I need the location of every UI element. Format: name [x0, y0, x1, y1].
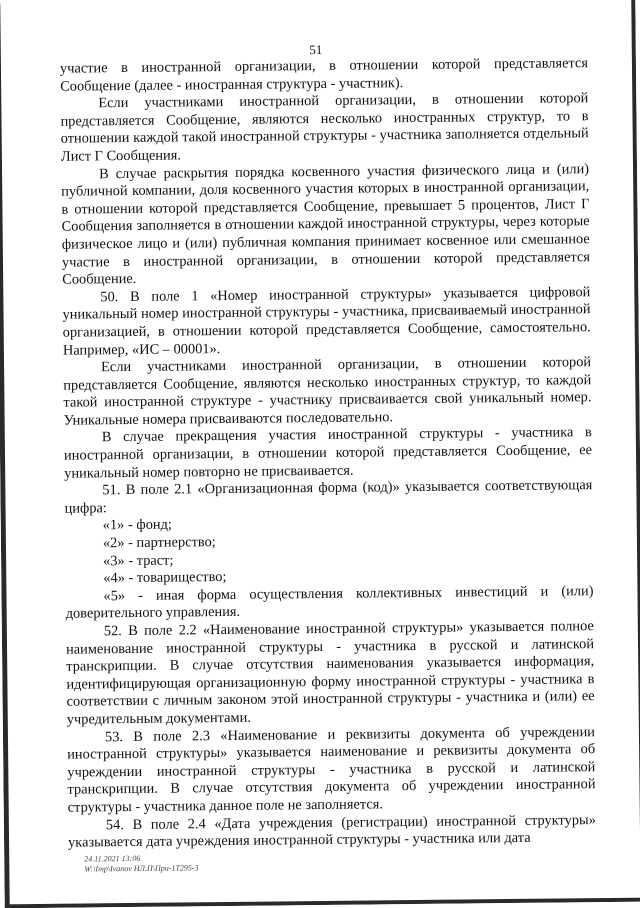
paragraph: 50. В поле 1 «Номер иностранной структуры» указывается цифровой уникальный номер иностранной структуры - участника, присваиваемый иностранной организацией, в отношении которой представляется Сообщение, самостоятельно. Например, «ИС – 00001».: [62, 283, 591, 359]
paragraph: 52. В поле 2.2 «Наименование иностранной структуры» указывается полное наименование иностранной структуры - участника в русской и латинской транскрипции. В случае отсутствия наименования указывается информация, идентифицирующая организационную форму иностранной структуры - участника в соответствии с личным законом этой иностранной структуры - участника и (или) ее учредительным документами.: [65, 618, 595, 728]
paragraph: Если участниками иностранной организации, в отношении которой представляется Сообщение, являются несколько иностранных структур, то в отношении каждой такой иностранной структуры - участника заполняется отдельный Лист Г Сообщения.: [60, 90, 589, 165]
scan-edge-right: [631, 0, 640, 902]
paragraph: 54. В поле 2.4 «Дата учреждения (регистрации) иностранной структуры» указывается дата учреждения иностранной структуры - участника или дата: [67, 811, 596, 851]
scan-edge-left: [0, 3, 10, 908]
page-number: 51: [309, 41, 323, 58]
paragraph: В случае прекращения участия иностранной структуры - участника в иностранной организации, в отношении которой представляется Сообщение, ее уникальный номер повторно не присваивается.: [63, 424, 593, 482]
paragraph: участие в иностранной организации, в отношении которой представляется Сообщение (далее - иностранная структура - участник).: [59, 55, 589, 95]
list-item: «5» - иная форма осуществления коллективных инвестиций и (или) доверительного управления.: [65, 582, 594, 623]
footer-path: W:\Imp\Ivanov НЛ.П\При-1Т295-3: [84, 863, 199, 874]
scan-edge-bottom: [5, 898, 640, 908]
paragraph: 51. В поле 2.1 «Организационная форма (код)» указывается соответствующая цифра:: [64, 477, 593, 517]
footer-date: 24.11.2021 13:06: [84, 853, 141, 864]
paragraph: В случае раскрытия порядка косвенного участия физического лица и (или) публичной компании, доля косвенного участия которых в иностранной организации, в отношении которой представляется Сообщение, превышает 5 процентов, Лист Г Сообщения заполняется в отношении каждой иностранной структуры, через которые физическое лицо и (или) публичная компания принимает косвенное или смешанное участие в иностранной организации, в отношении которой представляется Сообщение.: [61, 160, 591, 288]
body-text: [60, 55, 596, 852]
paragraph: Если участниками иностранной организации, в отношении которой представляется Сообщение, являются несколько иностранных структур, то каждой такой иностранной структуре - участнику присваивается свой уникальный номер. Уникальные номера присваиваются последовательно.: [63, 354, 592, 429]
list-item: «1» - фонд;: [102, 516, 172, 534]
list-item: «2» - партнерство;: [102, 534, 216, 552]
paragraph: 53. В поле 2.3 «Наименование и реквизиты документа об учреждении иностранной структуры» указывается наименование и реквизиты документа об учреждении иностранной структуры - участника в русской и латинской транскрипции. В случае отсутствия документа об учреждении иностранной структуры - участника данное поле не заполняется.: [67, 723, 596, 816]
list-item: «4» - товарищество;: [103, 569, 227, 587]
list-item: «3» - траст;: [103, 552, 174, 569]
footer-stamp: [84, 853, 198, 874]
